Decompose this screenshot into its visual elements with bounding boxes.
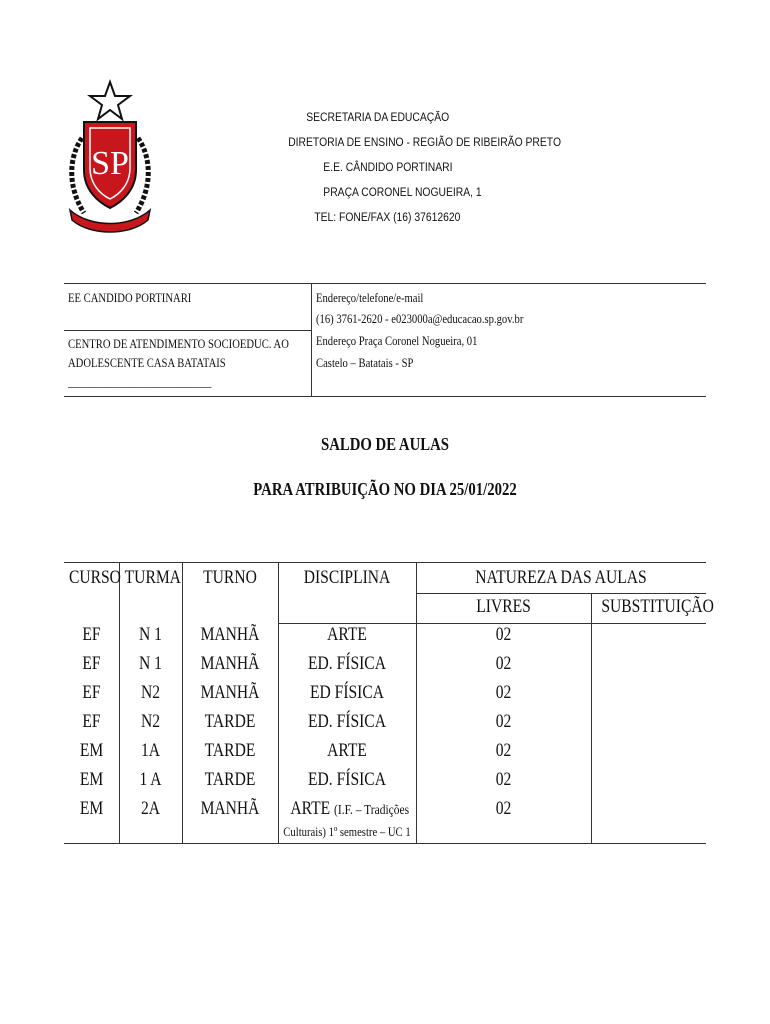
row4-livres: 02 — [495, 711, 512, 732]
row5-disciplina: ARTE — [327, 740, 367, 761]
center-name-line1: CENTRO DE ATENDIMENTO SOCIOEDUC. AO — [68, 337, 289, 351]
row7-turma: 2A — [140, 798, 161, 819]
row2-turma: N 1 — [139, 653, 162, 674]
header-line-secretaria: SECRETARIA DA EDUCAÇÃO — [306, 112, 450, 124]
row2-turno: MANHÃ — [200, 653, 260, 674]
school-name: EE CANDIDO PORTINARI — [68, 291, 192, 305]
row6-turma: 1 A — [139, 769, 162, 790]
document-title: SALDO DE AULAS — [321, 434, 449, 454]
contact-phone-email: (16) 3761-2620 - e023000a@educacao.sp.gov.br — [316, 312, 524, 326]
header-natureza: NATUREZA DAS AULAS — [475, 567, 647, 588]
row6-turno: TARDE — [204, 769, 256, 790]
header-line-diretoria: DIRETORIA DE ENSINO - REGIÃO DE RIBEIRÃO PRETO — [288, 137, 561, 149]
contact-address: Endereço Praça Coronel Nogueira, 01 — [316, 334, 478, 348]
svg-text:SP: SP — [91, 145, 129, 182]
row6-disciplina: ED. FÍSICA — [308, 769, 386, 790]
row5-livres: 02 — [495, 740, 512, 761]
header-line-endereco: PRAÇA CORONEL NOGUEIRA, 1 — [323, 187, 482, 199]
header-turma: TURMA — [124, 567, 181, 588]
row4-turma: N2 — [140, 711, 161, 732]
row3-turno: MANHÃ — [200, 682, 260, 703]
row1-livres: 02 — [495, 624, 512, 645]
row6-livres: 02 — [495, 769, 512, 790]
row2-disciplina: ED. FÍSICA — [308, 653, 386, 674]
row7-disciplina-note: (I.F. – Tradições — [334, 803, 410, 818]
header-curso: CURSO — [68, 567, 121, 588]
row4-turno: TARDE — [204, 711, 256, 732]
header-livres: LIVRES — [476, 596, 531, 617]
header-disciplina: DISCIPLINA — [303, 567, 391, 588]
school-info-table — [64, 283, 706, 397]
row3-disciplina: ED FÍSICA — [309, 682, 385, 703]
row3-livres: 02 — [495, 682, 512, 703]
row1-disciplina: ARTE — [327, 624, 367, 645]
row5-turno: TARDE — [204, 740, 256, 761]
row4-disciplina: ED. FÍSICA — [308, 711, 386, 732]
row1-turma: N 1 — [139, 624, 162, 645]
header-line-telefone: TEL: FONE/FAX (16) 37612620 — [314, 212, 461, 224]
row2-curso: EF — [82, 653, 101, 674]
row1-curso: EF — [82, 624, 101, 645]
row6-curso: EM — [79, 769, 104, 790]
row3-curso: EF — [82, 682, 101, 703]
center-name-underline: ___________________________ — [68, 375, 212, 389]
header-substituicao: SUBSTITUIÇÃO — [601, 596, 714, 617]
row7-livres: 02 — [495, 798, 512, 819]
row7-turno: MANHÃ — [200, 798, 260, 819]
document-subtitle: PARA ATRIBUIÇÃO NO DIA 25/01/2022 — [253, 479, 517, 499]
row1-turno: MANHÃ — [200, 624, 260, 645]
center-name-line2: ADOLESCENTE CASA BATATAIS — [68, 356, 226, 370]
row3-turma: N2 — [140, 682, 161, 703]
row2-livres: 02 — [495, 653, 512, 674]
header-turno: TURNO — [203, 567, 257, 588]
contact-city: Castelo – Batatais - SP — [316, 356, 414, 370]
row5-curso: EM — [79, 740, 104, 761]
row7-disciplina-line2: Culturais) 1º semestre – UC 1 — [283, 824, 411, 839]
row7-curso: EM — [79, 798, 104, 819]
row7-disciplina — [290, 795, 410, 825]
sp-coat-of-arms-logo — [60, 78, 160, 238]
row5-turma: 1A — [140, 740, 161, 761]
row4-curso: EF — [82, 711, 101, 732]
saldo-aulas-table — [64, 562, 714, 844]
header-line-escola: E.E. CÂNDIDO PORTINARI — [323, 162, 453, 174]
row7-disciplina-main: ARTE — [290, 798, 331, 819]
contact-label: Endereço/telefone/e-mail — [316, 291, 424, 305]
